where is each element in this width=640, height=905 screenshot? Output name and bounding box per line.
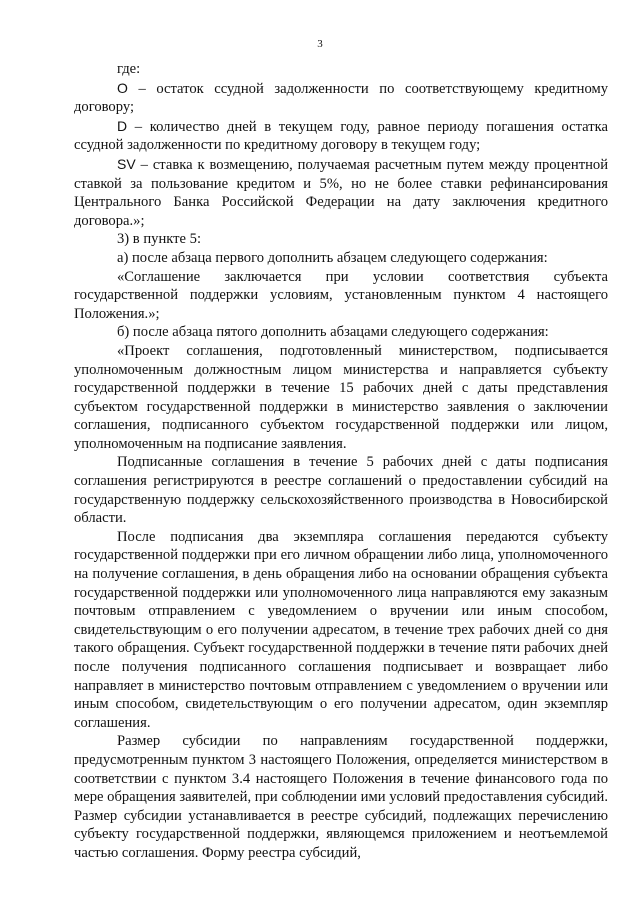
paragraph-definition-sv [74,155,608,230]
paragraph-after-signing [74,528,608,733]
paragraph-text: – ставка к возмещению, получаемая расчетным путем между процентной ставкой за пользование кредитом и 5%, но не более ставки рефинансирования Центрального Банка Российской Федерации на дату заключения кредитного договора.»; [74,156,608,229]
paragraph-agreement-condition [74,268,608,324]
paragraph-subitem-b [74,323,608,342]
paragraph-text: – количество дней в текущем году, равное периоду погашения остатка ссудной задолженности по кредитному договору в текущем году; [74,118,608,154]
variable-o: O [117,79,128,96]
paragraph-draft-agreement [74,342,608,454]
paragraph-text: «Соглашение заключается при условии соответствия субъекта государственной поддержки условиям, установленным пунктом 4 настоящего Положения.»; [74,268,608,322]
paragraph-text: а) после абзаца первого дополнить абзацем следующего содержания: [117,249,548,266]
paragraph-text: Размер субсидии по направлениям государственной поддержки, предусмотренным пунктом 3 настоящего Положения, определяется министерством в соответствии с пунктом 3.4 настоящего Положения в течение финансового года по мере обращения заявителей, при соблюдении ими условий предоставления субсидий. Размер субсидии устанавливается в реестре субсидий, подлежащих перечислению субъекту государственной поддержки, являющемся приложением и неотъемлемой частью соглашения. Форму реестра субсидий, [74,733,608,861]
paragraph-text: б) после абзаца пятого дополнить абзацами следующего содержания: [117,324,549,341]
paragraph-item-3 [74,230,608,249]
paragraph-text: – остаток ссудной задолженности по соответствующему кредитному договору; [74,80,608,116]
paragraph-definition-o [74,79,608,117]
paragraph-definition-d [74,117,608,155]
page-number: 3 [317,38,323,50]
paragraph-text: где: [117,61,141,77]
paragraph-text: После подписания два экземпляра соглашения передаются субъекту государственной поддержки при его личном обращении либо лица, уполномоченного на получение соглашения, в день обращения либо на основании обращения субъекта государственной поддержки или уполномоченного лица направляются ему заказным почтовым отправлением с уведомлением о вручении или иным способом, свидетельствующим о его получении адресатом, в течение трех рабочих дней со дня такого обращения. Субъект государственной поддержки в течение пяти рабочих дней после получения подписанного соглашения подписывает и возвращает либо направляет в министерство почтовым отправлением с уведомлением о вручении или иным способом, свидетельствующим о его получении адресатом, один экземпляр соглашения. [74,528,608,731]
paragraph-subitem-a [74,249,608,268]
paragraph-text: 3) в пункте 5: [117,231,202,248]
paragraph-text: Подписанные соглашения в течение 5 рабочих дней с даты подписания соглашения регистрируются в реестре соглашений о предоставлении субсидий на государственную поддержку сельскохозяйственного производства в Новосибирской области. [74,454,608,527]
paragraph-where [74,60,608,79]
variable-sv: SV [117,155,136,172]
paragraph-subsidy-amount [74,732,608,862]
variable-d: D [117,117,128,134]
document-body [74,60,608,863]
paragraph-text: «Проект соглашения, подготовленный министерством, подписывается уполномоченным должностным лицом министерства и направляется субъекту государственной поддержки в течение 15 рабочих дней с даты представления субъектом государственной поддержки в министерство заявления о заключении соглашения, подписанного субъектом государственной поддержки или лицом, уполномоченным на подписание заявления. [74,342,608,452]
paragraph-signed-agreements [74,453,608,527]
